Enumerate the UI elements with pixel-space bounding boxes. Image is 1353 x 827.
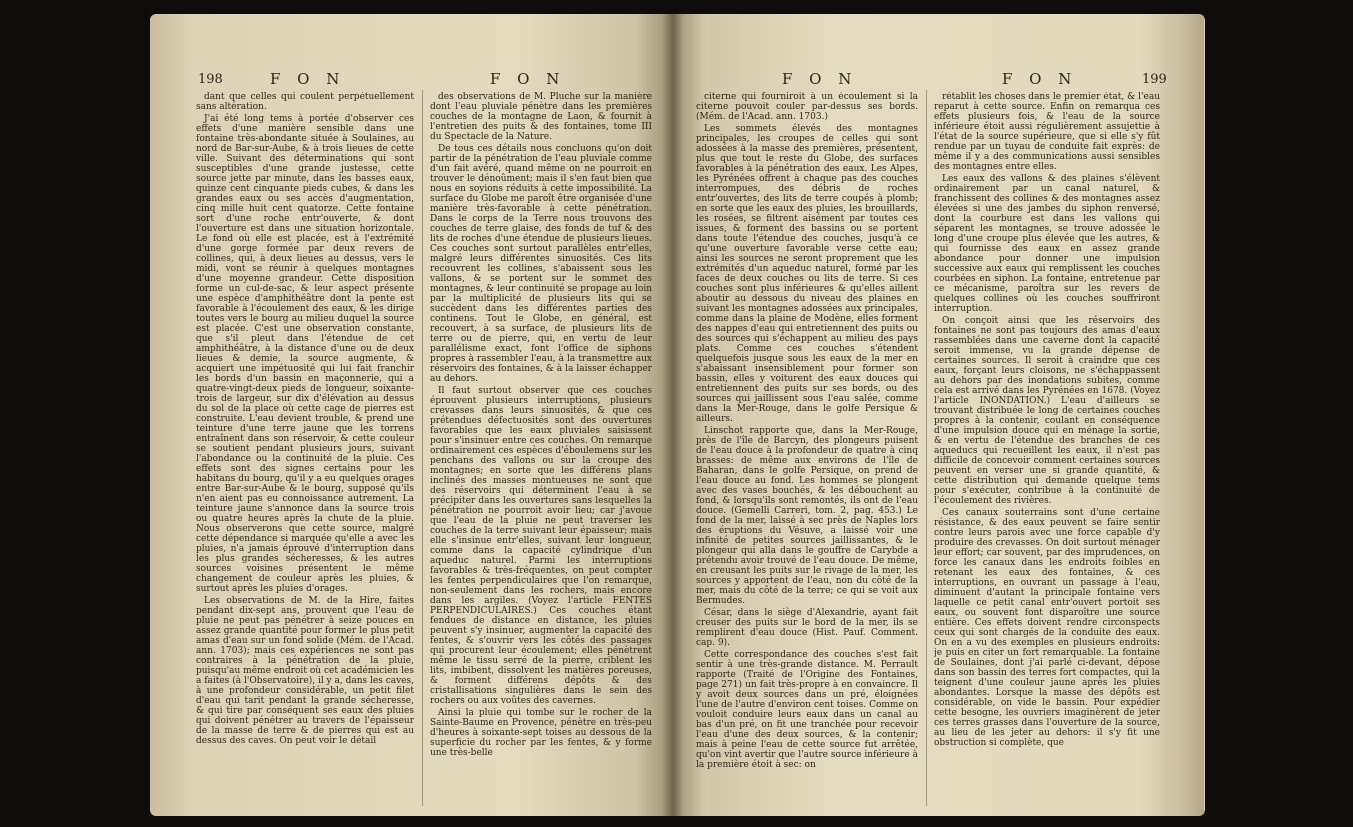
right-column-1 xyxy=(696,92,918,804)
paragraph: Ces canaux souterrains sont d'une certaine résistance, & des eaux peuvent se faire sentir contre leurs parois avec une force capable d'y produire des crevasses. On doit surtout ménager leur effort; car souvent, par des imprudences, on force les canaux dans les endroits foibles en retenant les eaux des fontaines, & ces interruptions, en ouvrant un passage à l'eau, diminuent d'autant la principale fontaine vers laquelle ce petit canal entr'ouvert portoit ses eaux, ou souvent font disparoître une source entière. Ces effets doivent rendre circonspects ceux qui sont chargés de la conduite des eaux. On en a vu des exemples en plusieurs endroits: je puis en citer un fort remarquable. La fontaine de Soulaines, dont j'ai parlé ci-devant, dépose dans son bassin des terres fort compactes, qui la teignent d'une couleur jaune après les pluies abondantes. Lorsque la masse des dépôts est considérable, on vide le bassin. Pour expédier cette besogne, les ouvriers imaginèrent de jeter ces terres grasses dans l'ouverture de la source, au lieu de les jeter au dehors: il s'y fit une obstruction si complète, que xyxy=(934,508,1160,748)
right-column-2 xyxy=(934,92,1160,804)
right-header-col2: F O N xyxy=(1002,70,1078,88)
paragraph: Cette correspondance des couches s'est fait sentir à une très-grande distance. M. Perrault rapporte (Traité de l'Origine des Fontaines, page 271) un fait très-propre à en convaincre. Il y avoit deux sources dans un pré, éloignées l'une de l'autre d'environ cent toises. Comme on vouloit conduire leurs eaux dans un canal au bas d'un pré, on fit une tranchée pour recevoir l'eau d'une des deux sources, & la contenir; mais à peine l'eau de cette source fut arrêtée, qu'on vint avertir que l'autre source inférieure à la première étoit à sec: on xyxy=(696,650,918,770)
right-page-number: 199 xyxy=(1142,72,1167,87)
left-header-col2: F O N xyxy=(490,70,566,88)
paragraph: rétablit les choses dans le premier état, & l'eau reparut à cette source. Enfin on remarqua ces effets plusieurs fois, & l'eau de la source inférieure étoit aussi régulièrement assujettie à l'état de la source supérieure, que si elle s'y fût rendue par un tuyau de conduite fait exprès: de même il y a des communications aussi sensibles des montagnes entre elles. xyxy=(934,92,1160,172)
left-header-col1: F O N xyxy=(270,70,346,88)
left-page-number: 198 xyxy=(198,72,223,87)
paragraph: Linschot rapporte que, dans la Mer-Rouge, près de l'île de Barcyn, des plongeurs puisent de l'eau douce à la profondeur de quatre à cinq brasses: de même aux environs de l'île de Baharan, dans le golfe Persique, on prend de l'eau douce au fond. Les hommes se plongent avec des vases bouchés, & les débouchent au fond, & lorsqu'ils sont remontés, ils ont de l'eau douce. (Gemelli Carreri, tom. 2, pag. 453.) Le fond de la mer, laissé à sec près de Naples lors des éruptions du Vésuve, a laissé voir une infinité de petites sources jaillissantes, & le plongeur qui alla dans le gouffre de Carybde a prétendu avoir trouvé de l'eau douce. De même, en creusant les puits sur le rivage de la mer, les sources y apportent de l'eau, non du côté de la mer, mais du côté de la terre; ce qui se voit aux Bermudes. xyxy=(696,426,918,606)
paragraph: Les observations de M. de la Hire, faites pendant dix-sept ans, prouvent que l'eau de pluie ne peut pas pénétrer à seize pouces en assez grande quantité pour former le plus petit amas d'eau sur un fond solide (Mém. de l'Acad. ann. 1703); mais ces expériences ne sont pas contraires à la pénétration de la pluie, puisqu'au même endroit où cet académicien les a faites (à l'Observatoire), il y a, dans les caves, à une profondeur considérable, un petit filet d'eau qui tarit pendant la grande sécheresse, & qui tire par conséquent ses eaux des pluies qui doivent pénétrer au travers de l'épaisseur de la masse de terre & de pierres qui est au dessus des caves. On peut voir le détail xyxy=(196,596,414,746)
right-header-col1: F O N xyxy=(782,70,858,88)
paragraph: des observations de M. Pluche sur la manière dont l'eau pluviale pénètre dans les premières couches de la montagne de Laon, & fournit à l'entretien des puits & des fontaines, tome III du Spectacle de la Nature. xyxy=(430,92,652,142)
page-edge xyxy=(1203,20,1205,810)
open-book xyxy=(150,14,1205,816)
paragraph: On conçoit ainsi que les réservoirs des fontaines ne sont pas toujours des amas d'eaux rassemblées dans une caverne dont la capacité seroit immense, vu la grande dépense de certaines sources. Il seroit à craindre que ces eaux, forçant leurs cloisons, ne s'échappassent au dehors par des inondations subites, comme cela est arrivé dans les Pyrénées en 1678. (Voyez l'article INONDATION.) L'eau d'ailleurs se trouvant distribuée le long de certaines couches propres à la contenir, coulant en conséquence d'une impulsion douce qui en ménage la sortie, & en vertu de l'étendue des branches de ces aqueducs qui recueillent les eaux, il n'est pas difficile de concevoir comment certaines sources peuvent en verser une si grande quantité, & cette distribution qui demande quelque tems pour s'exécuter, contribue à la continuité de l'écoulement des rivières. xyxy=(934,316,1160,506)
column-divider xyxy=(926,90,927,806)
paragraph: Ainsi la pluie qui tombe sur le rocher de la Sainte-Baume en Provence, pénètre en très-peu d'heures à soixante-sept toises au dessous de la superficie du rocher par les fentes, & y forme une très-belle xyxy=(430,708,652,758)
paragraph: Les eaux des vallons & des plaines s'élèvent ordinairement par un canal naturel, & franchissent des collines & des montagnes assez élevées si une des jambes du siphon renversé, dont la courbure est dans les vallons qui séparent les montagnes, se trouve adossée le long d'une croupe plus élevée que les autres, & qui fournisse des eaux en assez grande abondance pour donner une impulsion successive aux eaux qui remplissent les couches courbées en siphon. La fontaine, entretenue par ce mécanisme, paroîtra sur les revers de quelques collines où les couches souffriront interruption. xyxy=(934,174,1160,314)
paragraph: De tous ces détails nous concluons qu'on doit partir de la pénétration de l'eau pluviale comme d'un fait avéré, quand même on ne pourroit en trouver le dénoûment; mais il s'en faut bien que nous en soyions réduits à cette impossibilité. La surface du Globe me paroît être organisée d'une manière très-favorable à cette pénétration. Dans le corps de la Terre nous trouvons des couches de terre glaise, des fonds de tuf & des lits de roches d'une étendue de plusieurs lieues. Ces couches sont surtout parallèles entr'elles, malgré leurs différentes sinuosités. Ces lits recouvrent les collines, s'abaissent sous les vallons, & se portent sur le sommet des montagnes, & leur continuité se propage au loin par la multiplicité de plusieurs lits qui se succèdent dans les différentes parties des continens. Tout le Globe, en général, est recouvert, à sa surface, de plusieurs lits de terre ou de pierre, qui, en vertu de leur parallélisme exact, font l'office de siphons propres à rassembler l'eau, à la transmettre aux réservoirs des fontaines, & à la laisser échapper au dehors. xyxy=(430,144,652,384)
book-gutter xyxy=(662,14,684,816)
column-divider xyxy=(422,90,423,806)
left-page xyxy=(150,14,672,816)
paragraph: citerne qui fourniroit à un écoulement si la citerne pouvoit couler par-dessus ses bords. (Mém. de l'Acad. ann. 1703.) xyxy=(696,92,918,122)
paragraph: César, dans le siège d'Alexandrie, ayant fait creuser des puits sur le bord de la mer, ils se remplirent d'eau douce (Hist. Pauf. Comment. cap. 9). xyxy=(696,608,918,648)
right-page xyxy=(672,14,1205,816)
left-column-1 xyxy=(196,92,414,804)
left-column-2 xyxy=(430,92,652,804)
paragraph: J'ai été long tems à portée d'observer ces effets d'une manière sensible dans une fontaine très-abondante située à Soulaines, au nord de Bar-sur-Aube, & à trois lieues de cette ville. Suivant des déterminations qui sont susceptibles d'une grande justesse, cette source jette par minute, dans les basses eaux, quinze cent cinquante pieds cubes, & dans les grandes eaux ou ses accès d'augmentation, cinq mille huit cent quatorze. Cette fontaine sort d'une roche entr'ouverte, & dont l'ouverture est dans une situation horizontale. Le fond où elle est placée, est à l'extrémité d'une gorge formée par deux revers de collines, qui, à deux lieues au dessus, vers le midi, vont se réunir à quelques montagnes d'une moyenne grandeur. Cette disposition forme un cul-de-sac, & leur aspect présente une espèce d'amphithéâtre dont la pente est favorable à l'écoulement des eaux, & les dirige toutes vers le bourg au milieu duquel la source est placée. C'est une observation constante, que s'il pleut dans l'étendue de cet amphithéâtre, à la distance d'une ou de deux lieues & demie, la source augmente, & acquiert une impétuosité qui lui fait franchir les bords d'un bassin en maçonnerie, qui a quatre-vingt-deux pieds de longueur, soixante-trois de largeur, sur dix d'élévation au dessus du sol de la place où cette cage de pierres est construite. L'eau devient trouble, & prend une teinture d'une terre jaune que les torrens entraînent dans son réservoir, & cette couleur se soutient pendant plusieurs jours, suivant l'abondance ou la continuité de la pluie. Ces effets sont des signes certains pour les habitans du bourg, qu'il y a eu quelques orages entre Bar-sur-Aube & le bourg, supposé qu'ils n'en aient pas eu connoissance autrement. La teinture jaune s'annonce dans la source trois ou quatre heures après la chute de la pluie. Nous observerons que cette source, malgré cette dépendance si marquée qu'elle a avec les pluies, n'a jamais éprouvé d'interruption dans les plus grandes sécheresses, & les autres sources voisines présentent le même changement de couleur après les pluies, & surtout après les pluies d'orages. xyxy=(196,114,414,594)
paragraph: Il faut surtout observer que ces couches éprouvent plusieurs interruptions, plusieurs crevasses dans leurs sinuosités, & que ces prétendues défectuosités sont des ouvertures favorables que les eaux pluviales saisissent pour s'insinuer entre ces couches. On remarque ordinairement ces espèces d'éboulemens sur les penchans des vallons ou sur la croupe des montagnes; en sorte que les différens plans inclinés des masses montueuses ne sont que des réservoirs qui déterminent l'eau à se précipiter dans les ouvertures sans lesquelles la pénétration ne pourroit avoir lieu; car j'avoue que l'eau de la pluie ne peut traverser les couches de la terre suivant leur épaisseur; mais elle s'insinue entr'elles, suivant leur longueur, comme dans la capacité cylindrique d'un aqueduc naturel. Parmi les interruptions favorables & très-fréquentes, on peut compter les fentes perpendiculaires que l'on remarque, non-seulement dans les rochers, mais encore dans les argiles. (Voyez l'article FENTES PERPENDICULAIRES.) Ces couches étant fendues de distance en distance, les pluies peuvent s'y insinuer, augmenter la capacité des fentes, & s'ouvrir vers les côtés des passages qui procurent leur écoulement; elles pénètrent même le tissu serré de la pierre, criblent les lits, imbibent, dissolvent les matières poreuses, & forment différens dépôts & des cristallisations singulières dans le sein des rochers ou aux voûtes des cavernes. xyxy=(430,386,652,706)
paragraph: Les sommets élevés des montagnes principales, les croupes de celles qui sont adossées à la masse des premières, présentent, plus que tout le reste du Globe, des surfaces favorables à la pénétration des eaux. Les Alpes, les Pyrénées offrent à chaque pas des couches interrompues, des débris de roches entr'ouvertes, des lits de terre coupés à plomb; en sorte que les eaux des pluies, les brouillards, les rosées, se filtrent aisément par toutes ces issues, & forment des bassins ou se portent dans toute l'étendue des couches, jusqu'à ce qu'une ouverture favorable verse cette eau; ainsi les sources ne seront proprement que les extrémités d'un aqueduc naturel, formé par les faces de deux couches ou lits de terre. Si ces couches sont plus inférieures & qu'elles aillent aboutir au dessous du niveau des plaines en suivant les montagnes adossées aux principales, comme dans la plaine de Modène, elles forment des nappes d'eau qui entretiennent des puits ou des sources qui s'échappent au milieu des pays plats. Comme ces couches s'étendent quelquefois jusque sous les eaux de la mer en s'abaissant insensiblement pour former son bassin, elles y voiturent des eaux douces qui entretiennent des puits sur ses bords, ou des sources qui jaillissent sous l'eau salée, comme dans la Mer-Rouge, dans le golfe Persique & ailleurs. xyxy=(696,124,918,424)
paragraph: dant que celles qui coulent perpétuellement sans altération. xyxy=(196,92,414,112)
